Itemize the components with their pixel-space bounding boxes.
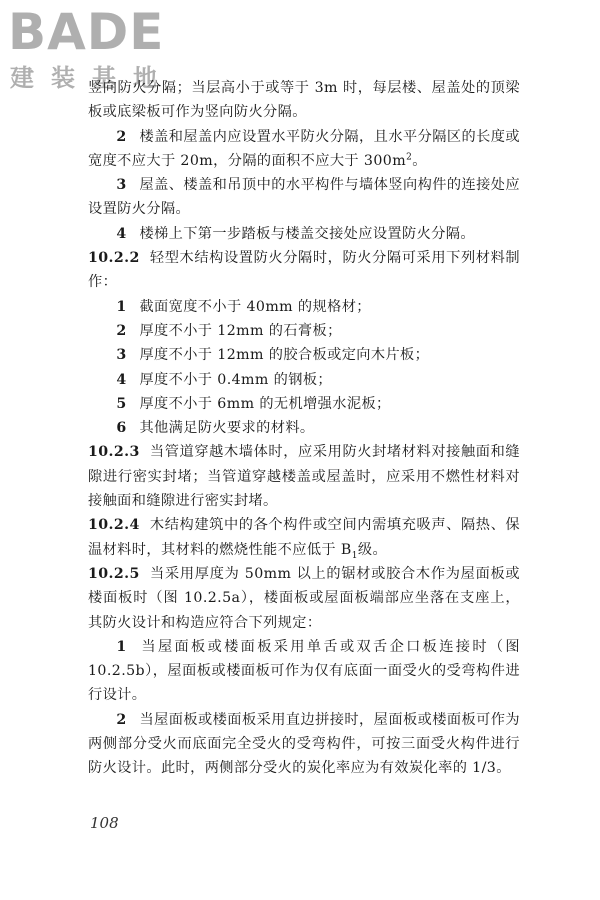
- item-text: 截面宽度不小于 40mm 的规格材；: [139, 298, 371, 315]
- item-number: 2: [116, 711, 127, 728]
- item-paragraph: [88, 125, 520, 174]
- list-item: [88, 319, 520, 343]
- item-number: 4: [116, 371, 127, 388]
- clause-text: 轻型木结构设置防火分隔时，防火分隔可采用下列材料制作：: [88, 250, 520, 291]
- list-item: [88, 368, 520, 392]
- item-number: 2: [116, 128, 127, 145]
- paragraph-text: 竖向防火分隔；当层高小于或等于 3m 时，每层楼、屋盖处的顶梁板或底梁板可作为竖向防火分隔。: [88, 80, 520, 121]
- item-text: 楼梯上下第一步踏板与楼盖交接处应设置防火分隔。: [139, 225, 475, 242]
- item-text: 厚度不小于 6mm 的无机增强水泥板；: [139, 395, 391, 412]
- item-number: 2: [116, 322, 127, 339]
- item-paragraph: [88, 173, 520, 222]
- clause-text: 木结构建筑中的各个构件或空间内需填充吸声、隔热、保温材料时，其材料的燃烧性能不应低于 B: [88, 517, 520, 558]
- clause-10-2-5: [88, 562, 520, 635]
- superscript: 2: [406, 152, 413, 163]
- clause-10-2-3: [88, 440, 520, 513]
- item-number: 5: [116, 395, 127, 412]
- list-item: [88, 416, 520, 440]
- sub-item: [88, 635, 520, 708]
- logo-wordmark: BADE: [8, 3, 165, 61]
- item-text: 当屋面板或楼面板采用单舌或双舌企口板连接时（图 10.2.5b），屋面板或楼面板可作为仅有底面一面受火的受弯构件进行设计。: [88, 638, 520, 704]
- item-number: 1: [116, 638, 127, 655]
- item-number: 3: [116, 177, 127, 194]
- item-number: 6: [116, 420, 127, 437]
- item-number: 3: [116, 347, 127, 364]
- clause-text: 当采用厚度为 50mm 以上的锯材或胶合木作为屋面板或楼面板时（图 10.2.5a），楼面板或屋面板端部应坐落在支座上，其防火设计和构造应符合下列规定：: [88, 565, 520, 631]
- item-text: 厚度不小于 12mm 的胶合板或定向木片板；: [139, 347, 430, 364]
- item-text: 厚度不小于 12mm 的石膏板；: [139, 322, 342, 339]
- item-text: 其他满足防火要求的材料。: [139, 420, 315, 437]
- sub-item: [88, 708, 520, 781]
- item-text: 屋盖、楼盖和吊顶中的水平构件与墙体竖向构件的连接处应设置防火分隔。: [88, 177, 520, 218]
- clause-number: 10.2.5: [88, 565, 140, 582]
- list-item: [88, 343, 520, 367]
- item-text: 当屋面板或楼面板采用直边拼接时，屋面板或楼面板可作为两侧部分受火而底面完全受火的受弯构件，可按三面受火构件进行防火设计。此时，两侧部分受火的炭化率应为有效炭化率的 1/3。: [88, 711, 520, 777]
- item-paragraph: [88, 222, 520, 246]
- page-body: [88, 76, 520, 781]
- item-number: 1: [116, 298, 127, 315]
- page-number: 108: [90, 814, 119, 832]
- clause-number: 10.2.2: [88, 250, 140, 267]
- item-text-tail: 。: [412, 152, 427, 169]
- clause-number: 10.2.4: [88, 517, 140, 534]
- clause-10-2-2: [88, 246, 520, 295]
- clause-text-tail: 级。: [357, 541, 388, 558]
- list-item: [88, 392, 520, 416]
- paragraph-continued: [88, 76, 520, 125]
- logo-subtitle: 建装基地: [10, 64, 174, 92]
- clause-10-2-4: [88, 513, 520, 562]
- item-text: 楼盖和屋盖内应设置水平防火分隔，且水平分隔区的长度或宽度不应大于 20m，分隔的面积不应大于 300m: [88, 128, 520, 169]
- clause-number: 10.2.3: [88, 444, 140, 461]
- clause-text: 当管道穿越木墙体时，应采用防火封堵材料对接触面和缝隙进行密实封堵；当管道穿越楼盖或屋盖时，应采用不燃性材料对接触面和缝隙进行密实封堵。: [88, 444, 520, 510]
- item-text: 厚度不小于 0.4mm 的钢板；: [139, 371, 333, 388]
- item-number: 4: [116, 225, 127, 242]
- list-item: [88, 295, 520, 319]
- subscript: 1: [351, 550, 358, 561]
